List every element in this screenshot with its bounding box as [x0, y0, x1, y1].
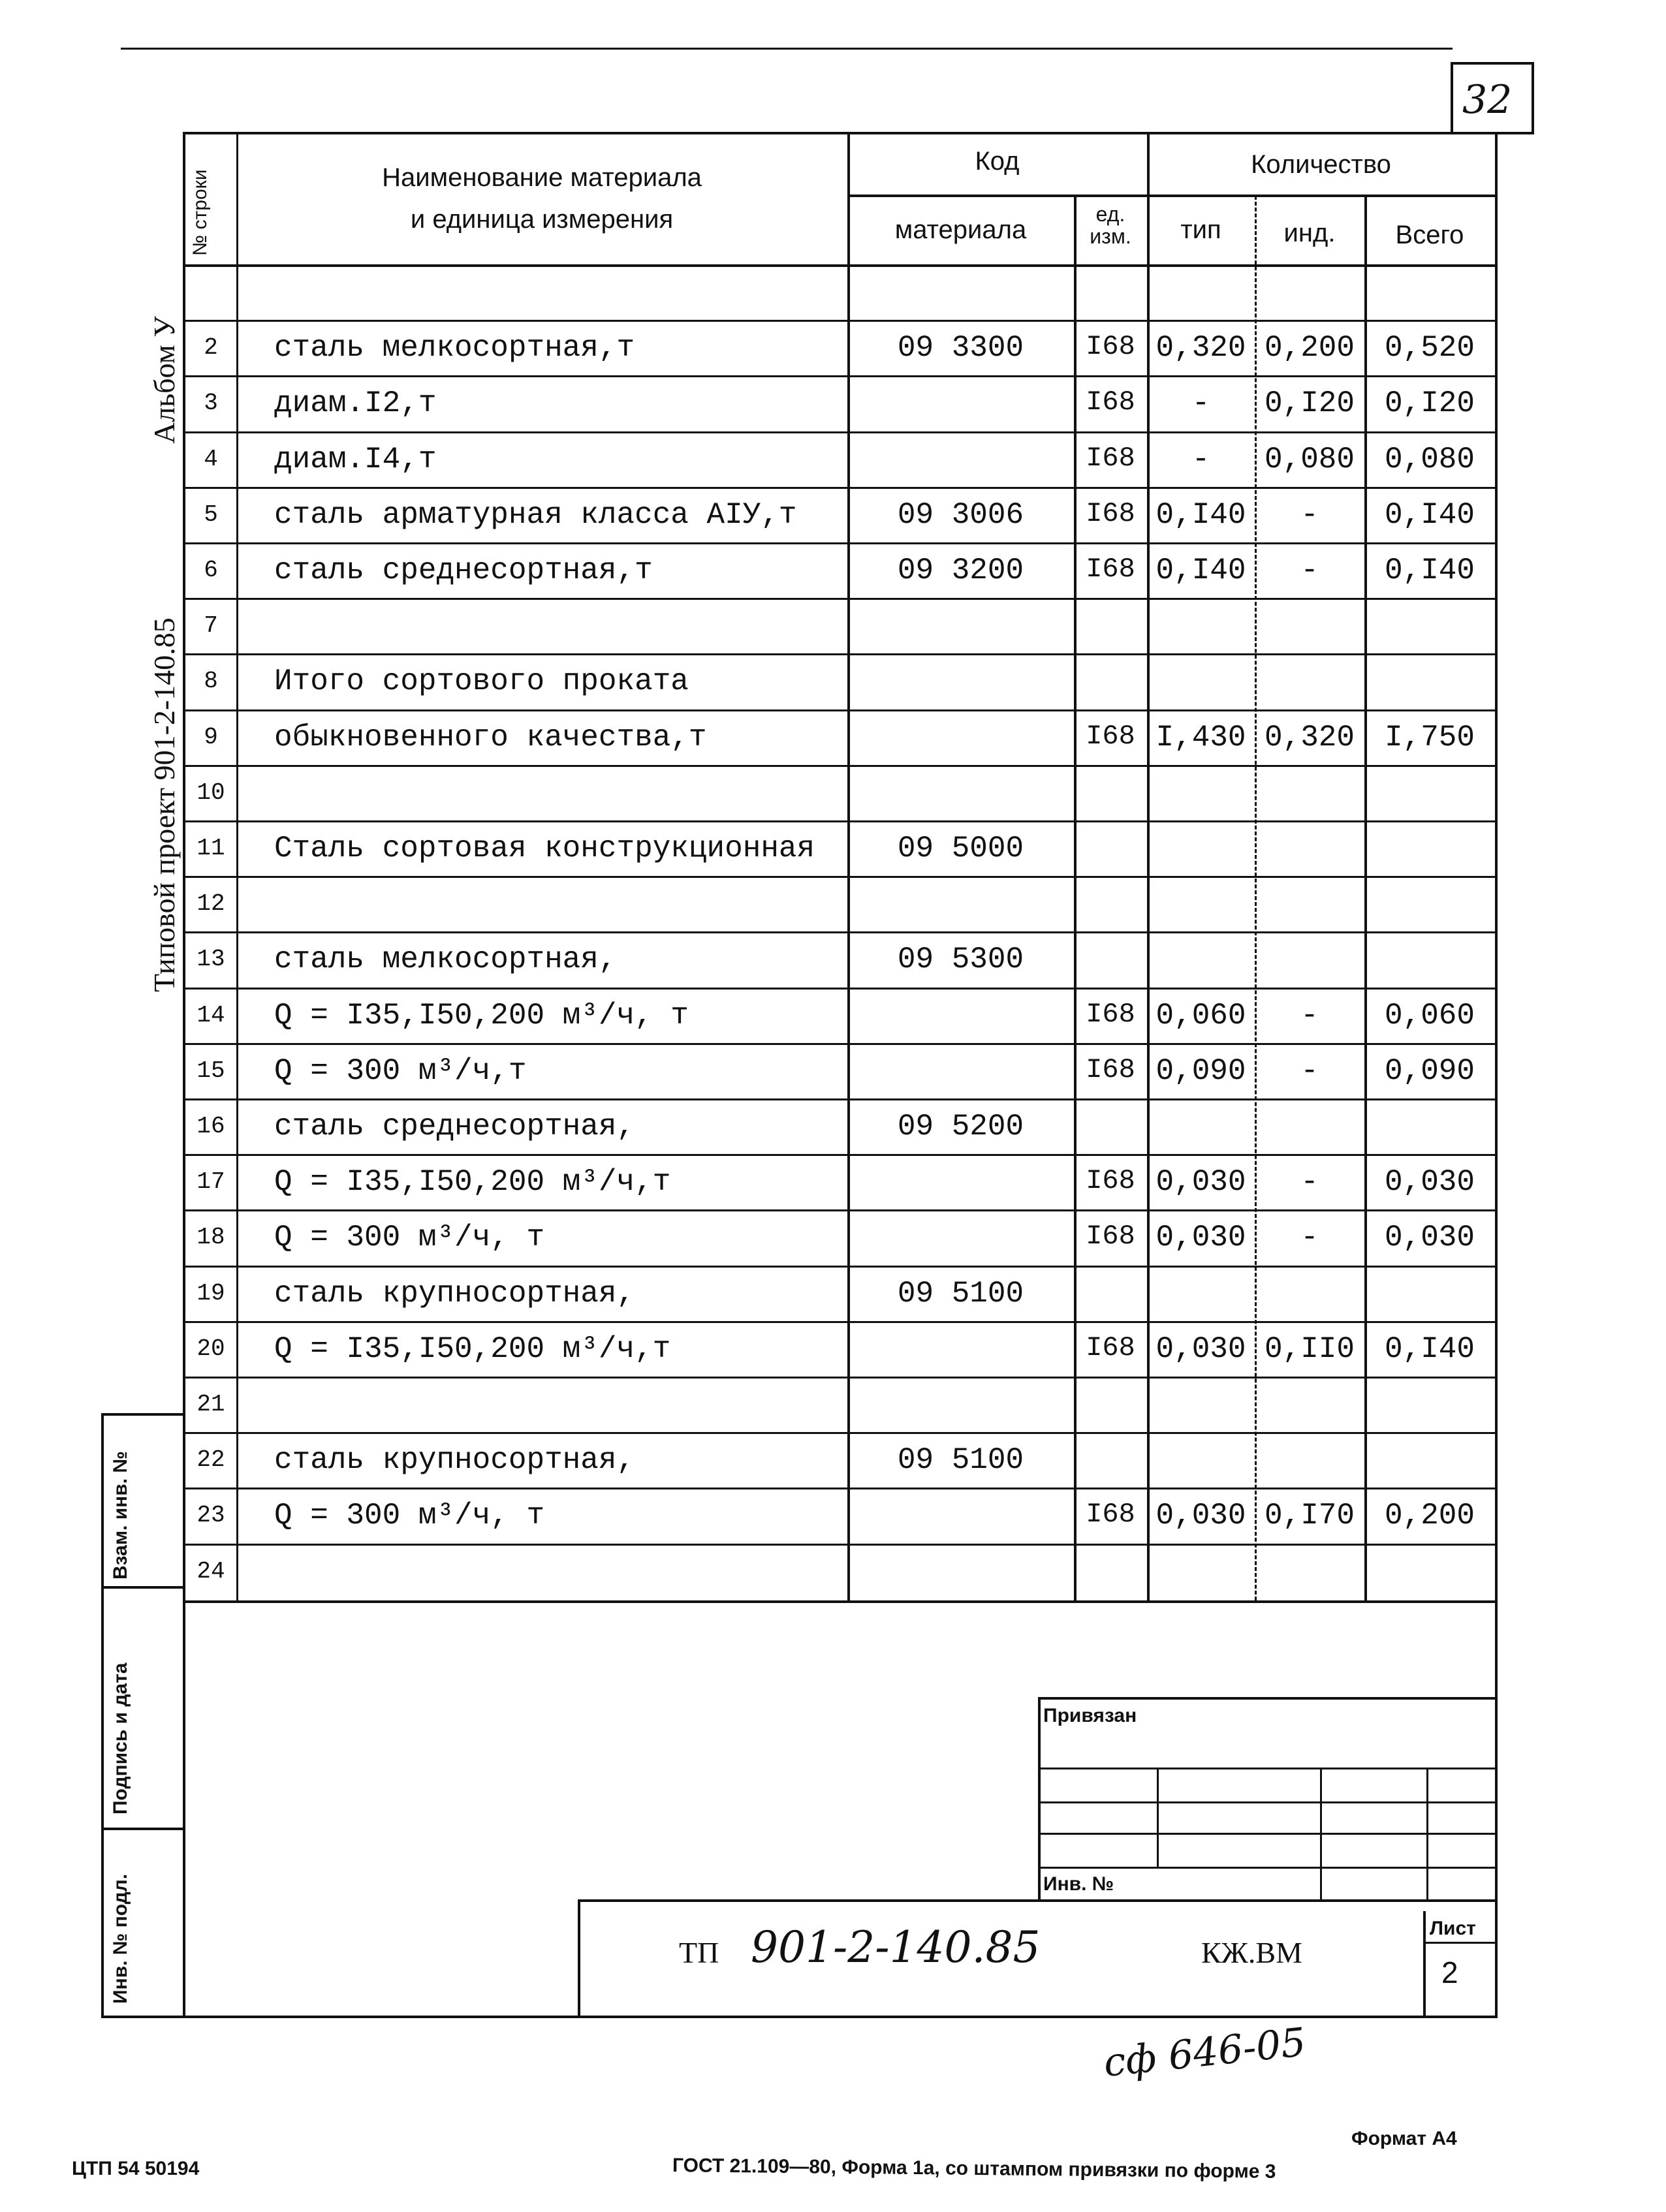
table-row-rule [183, 487, 1495, 489]
cell-ind: - [1300, 1221, 1319, 1255]
cell-typ: 0,I40 [1155, 497, 1246, 532]
top-rule [121, 48, 1453, 50]
footer-left-code: ЦТП 54 50194 [72, 2158, 200, 2179]
binding-strip-bottom [101, 2016, 185, 2018]
cell-typ: 0,030 [1155, 1499, 1246, 1533]
cell-n: 22 [196, 1446, 225, 1474]
cell-total: 0,060 [1384, 998, 1475, 1033]
cell-total: 0,I40 [1384, 497, 1475, 532]
cell-name: Q = 300 м³/ч, т [274, 1221, 545, 1255]
cell-ind: 0,080 [1264, 442, 1355, 476]
title-block-top [578, 1899, 1495, 1902]
footer-gost: ГОСТ 21.109—80, Форма 1а, со штампом привязки по форме 3 [672, 2155, 1276, 2183]
cell-total: 0,200 [1384, 1499, 1475, 1533]
cell-name: Q = I35,I50,200 м³/ч,т [274, 1165, 671, 1200]
header-code: Код [975, 147, 1020, 176]
cell-name: Сталь сортовая конструкционная [274, 832, 815, 865]
sheet-number: 2 [1441, 1955, 1458, 1989]
cell-n: 19 [196, 1279, 225, 1307]
cell-name: диам.I4,т [274, 442, 437, 476]
frame-top [183, 132, 1534, 134]
cell-n: 12 [196, 890, 225, 918]
cell-n: 18 [196, 1224, 225, 1251]
footer-format: Формат А4 [1351, 2128, 1457, 2149]
cell-unit: I68 [1086, 1221, 1135, 1253]
table-row-rule [183, 1544, 1495, 1546]
cell-n: 6 [204, 557, 218, 584]
header-mid-rule [847, 195, 1495, 197]
cell-unit: I68 [1086, 1499, 1135, 1531]
cell-name: Q = 300 м³/ч, т [274, 1499, 545, 1533]
cell-unit: I68 [1086, 1053, 1135, 1085]
table-row-rule [183, 1098, 1495, 1100]
cell-name: Q = I35,I50,200 м³/ч, т [274, 998, 689, 1033]
table-row-rule [183, 653, 1495, 655]
cell-total: 0,I40 [1384, 1332, 1475, 1366]
cell-n: 3 [204, 390, 218, 417]
table-row-rule [183, 988, 1495, 989]
cell-n: 23 [196, 1502, 225, 1529]
cell-name: сталь крупносортная, [274, 1443, 635, 1478]
col-row-no-border [236, 132, 238, 1600]
inv-podl-label: Инв. № подл. [110, 1873, 131, 2004]
table-row-rule [183, 1154, 1495, 1156]
cell-n: 4 [204, 445, 218, 473]
table-row-rule [183, 709, 1495, 711]
cell-code: 09 5300 [897, 942, 1024, 977]
cell-total: 0,520 [1384, 331, 1475, 366]
cell-typ: 0,030 [1155, 1165, 1246, 1200]
album-label: Альбом У [148, 316, 181, 444]
vzam-inv-label: Взам. инв. № [110, 1451, 131, 1580]
cell-code: 09 5000 [897, 832, 1024, 865]
cell-unit: I68 [1086, 386, 1135, 418]
cell-unit: I68 [1086, 1165, 1135, 1197]
cell-ind: 0,320 [1264, 720, 1355, 755]
frame-right [1495, 132, 1498, 2018]
cell-n: 20 [196, 1335, 225, 1362]
cell-total: 0,080 [1384, 442, 1475, 476]
cell-total: 0,I40 [1384, 553, 1475, 587]
cell-typ: I,430 [1155, 720, 1246, 755]
cell-total: 0,I20 [1384, 386, 1475, 421]
cell-name: Q = I35,I50,200 м³/ч,т [274, 1332, 671, 1366]
page-number-box-left [1451, 62, 1453, 134]
cell-unit: I68 [1086, 442, 1135, 474]
cell-n: 5 [204, 501, 218, 528]
cell-code: 09 5200 [897, 1110, 1024, 1144]
cell-code: 09 3200 [897, 553, 1024, 587]
cell-total: I,750 [1384, 720, 1475, 755]
table-row-rule [183, 1321, 1495, 1323]
cell-unit: I68 [1086, 331, 1135, 363]
cell-code: 09 5100 [897, 1443, 1024, 1478]
cell-code: 09 3006 [897, 497, 1024, 532]
header-row-no: № строки [189, 169, 211, 256]
cell-code: 09 3300 [897, 331, 1024, 366]
cell-ind: 0,II0 [1264, 1332, 1355, 1366]
table-row-rule [183, 598, 1495, 600]
cell-name: сталь мелкосортная,т [274, 331, 635, 366]
header-qty-typ: тип [1180, 215, 1221, 244]
frame-bottom [183, 2016, 1498, 2018]
cell-unit: I68 [1086, 720, 1135, 752]
sheet-box-left [1423, 1911, 1426, 2016]
table-row-rule [183, 1209, 1495, 1211]
cell-n: 7 [204, 612, 218, 640]
cell-n: 16 [196, 1113, 225, 1140]
cell-n: 21 [196, 1391, 225, 1418]
cell-unit: I68 [1086, 553, 1135, 585]
cell-typ: 0,030 [1155, 1332, 1246, 1366]
cell-typ: 0,060 [1155, 998, 1246, 1033]
cell-unit: I68 [1086, 1332, 1135, 1363]
cell-n: 15 [196, 1057, 225, 1084]
cell-ind: 0,I70 [1264, 1499, 1355, 1533]
cell-name: диам.I2,т [274, 386, 437, 421]
binding-strip-div1 [101, 1586, 185, 1589]
table-row-rule [183, 375, 1495, 377]
cell-ind: - [1300, 1053, 1319, 1088]
cell-n: 9 [204, 723, 218, 751]
cell-typ: - [1191, 442, 1210, 476]
binding-strip-left [101, 1413, 104, 2016]
cell-name: сталь среднесортная,т [274, 553, 653, 587]
page-number-box-top [1451, 62, 1534, 65]
stamp-col3 [1426, 1768, 1428, 1901]
page-number: 32 [1462, 77, 1513, 123]
cell-n: 14 [196, 1001, 225, 1029]
stamp-col1 [1157, 1768, 1159, 1867]
cell-ind: 0,I20 [1264, 386, 1355, 421]
cell-n: 2 [204, 334, 218, 362]
cell-ind: - [1300, 497, 1319, 532]
header-bottom-rule [183, 264, 1495, 267]
cell-typ: 0,320 [1155, 331, 1246, 366]
project-label: Типовой проект 901-2-140.85 [148, 617, 181, 992]
cell-n: 24 [196, 1557, 225, 1585]
podpis-label: Подпись и дата [110, 1662, 131, 1815]
cell-n: 11 [196, 835, 225, 862]
cell-total: 0,030 [1384, 1165, 1475, 1200]
cell-name: сталь арматурная класса AIУ,т [274, 497, 797, 532]
handwritten-note: сф 646-05 [1101, 2019, 1308, 2087]
cell-name: сталь крупносортная, [274, 1276, 635, 1311]
table-row-rule [183, 876, 1495, 878]
cell-ind: - [1300, 998, 1319, 1033]
table-row-rule [183, 431, 1495, 433]
page-number-box-right [1532, 62, 1534, 134]
cell-n: 8 [204, 668, 218, 695]
cell-total: 0,090 [1384, 1053, 1475, 1088]
binding-strip-top [101, 1413, 185, 1416]
table-row-rule [183, 820, 1495, 822]
cell-name: Q = 300 м³/ч,т [274, 1053, 527, 1088]
cell-typ: - [1191, 386, 1210, 421]
cell-typ: 0,090 [1155, 1053, 1246, 1088]
stamp-sheet-code: КЖ.ВМ [1201, 1936, 1302, 1969]
table-row-rule [183, 1266, 1495, 1268]
cell-n: 17 [196, 1168, 225, 1196]
stamp-left [1038, 1697, 1041, 1901]
cell-ind: 0,200 [1264, 331, 1355, 366]
cell-name: обыкновенного качества,т [274, 720, 707, 755]
header-qty-total: Всего [1395, 221, 1464, 249]
binding-strip-div2 [101, 1828, 185, 1830]
table-row-rule [183, 320, 1495, 322]
cell-name: сталь среднесортная, [274, 1110, 635, 1144]
sheet-label: Лист [1430, 1918, 1476, 1939]
table-row-rule [183, 931, 1495, 933]
title-block-left [578, 1899, 580, 2016]
cell-code: 09 5100 [897, 1276, 1024, 1311]
cell-ind: - [1300, 1165, 1319, 1200]
header-code-material: материала [894, 215, 1027, 244]
cell-n: 13 [196, 946, 225, 973]
table-row-rule [183, 1488, 1495, 1489]
table-row-rule [183, 765, 1495, 767]
cell-typ: 0,030 [1155, 1221, 1246, 1255]
sheet-box-divider [1423, 1942, 1495, 1944]
cell-name: Итого сортового проката [274, 664, 689, 699]
cell-total: 0,030 [1384, 1221, 1475, 1255]
header-code-unit: ед. изм. [1090, 202, 1131, 248]
privyazan-label: Привязан [1043, 1705, 1137, 1726]
table-row-rule [183, 1377, 1495, 1379]
cell-typ: 0,I40 [1155, 553, 1246, 587]
table-row-rule [183, 1043, 1495, 1045]
inv-no-label: Инв. № [1043, 1873, 1114, 1895]
cell-unit: I68 [1086, 497, 1135, 529]
cell-name: сталь мелкосортная, [274, 942, 617, 977]
header-quantity: Количество [1251, 150, 1391, 179]
table-row-rule [183, 1432, 1495, 1434]
table-row-rule [183, 542, 1495, 544]
table-bottom-rule [183, 1600, 1495, 1603]
stamp-top [1038, 1697, 1495, 1700]
stamp-project-code: 901-2-140.85 [751, 1922, 1041, 1972]
cell-unit: I68 [1086, 998, 1135, 1030]
tp-label: ТП [679, 1936, 719, 1969]
header-name: Наименование материала и единица измерения [382, 163, 702, 234]
cell-ind: - [1300, 553, 1319, 587]
stamp-col2 [1320, 1768, 1322, 1901]
cell-n: 10 [196, 779, 225, 806]
header-qty-ind: инд. [1283, 219, 1336, 247]
